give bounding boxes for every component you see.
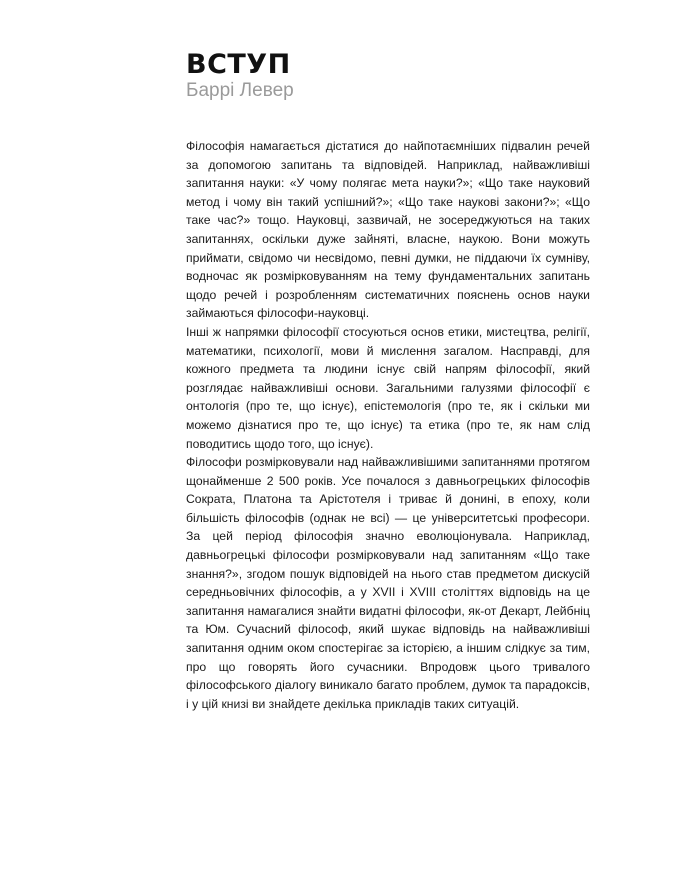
paragraph-1: Філософія намагається дістатися до найпотаємніших підвалин речей за допомогою запитань та відповідей. Наприклад, найважливіші запитання науки: «У чому полягає мета науки?»; «Що таке науковий метод і чому він такий успішний?»; «Що таке наукові закони?»; «Що таке час?» тощо. Науковці, зазвичай, не зосереджуються на таких запитаннях, оскільки дуже зайняті, власне, наукою. Вони можуть приймати, свідомо чи несвідомо, певні думки, не піддаючи їх сумніву, водночас як розмірковуванням на тему фундаментальних запитань щодо речей і розробленням систематичних пояснень основ науки займаються філософи-науковці.: [186, 139, 590, 321]
chapter-author: Баррі Левер: [186, 80, 294, 101]
body-text: [186, 137, 590, 713]
paragraph-2: Інші ж напрямки філософії стосуються основ етики, мистецтва, релігії, математики, психології, мови й мислення загалом. Насправді, для кожного предмета та людини існує свій напрям філософії, який розглядає найважливіші основи. Загальними галузями філософії є онтологія (про те, що існує), епістемологія (про те, як і скільки ми можемо дізнатися про те, що існує) та етика (про те, як нам слід поводитись щодо того, що існує).: [186, 324, 590, 451]
chapter-title: ВСТУП: [186, 49, 291, 80]
chapter-header: [186, 50, 596, 102]
paragraph-3: Філософи розмірковували над найважливішими запитаннями протягом щонайменше 2 500 років. Усе почалося з давньогрецьких філософів Сократа, Платона та Арістотеля і триває й донині, в епоху, коли більшість філософів (однак не всі) — це університетські професори. За цей період філософія значно еволюціонувала. Наприклад, давньогрецькі філософи розмірковували над запитанням «Що таке знання?», згодом пошук відповідей на нього став предметом дискусій середньовічних філософів, а у XVII і XVIII століттях відповідь на це запитання намагалися знайти видатні філософи, як-от Декарт, Лейбніц та Юм. Сучасний філософ, який шукає відповідь на найважливіші запитання одним оком спостерігає за історією, а іншим слідкує за тим, про що говорять його сучасники. Впродовж цього тривалого філософського діалогу виникало багато проблем, думок та парадоксів, і у цій книзі ви знайдете декілька прикладів таких ситуацій.: [186, 455, 590, 711]
